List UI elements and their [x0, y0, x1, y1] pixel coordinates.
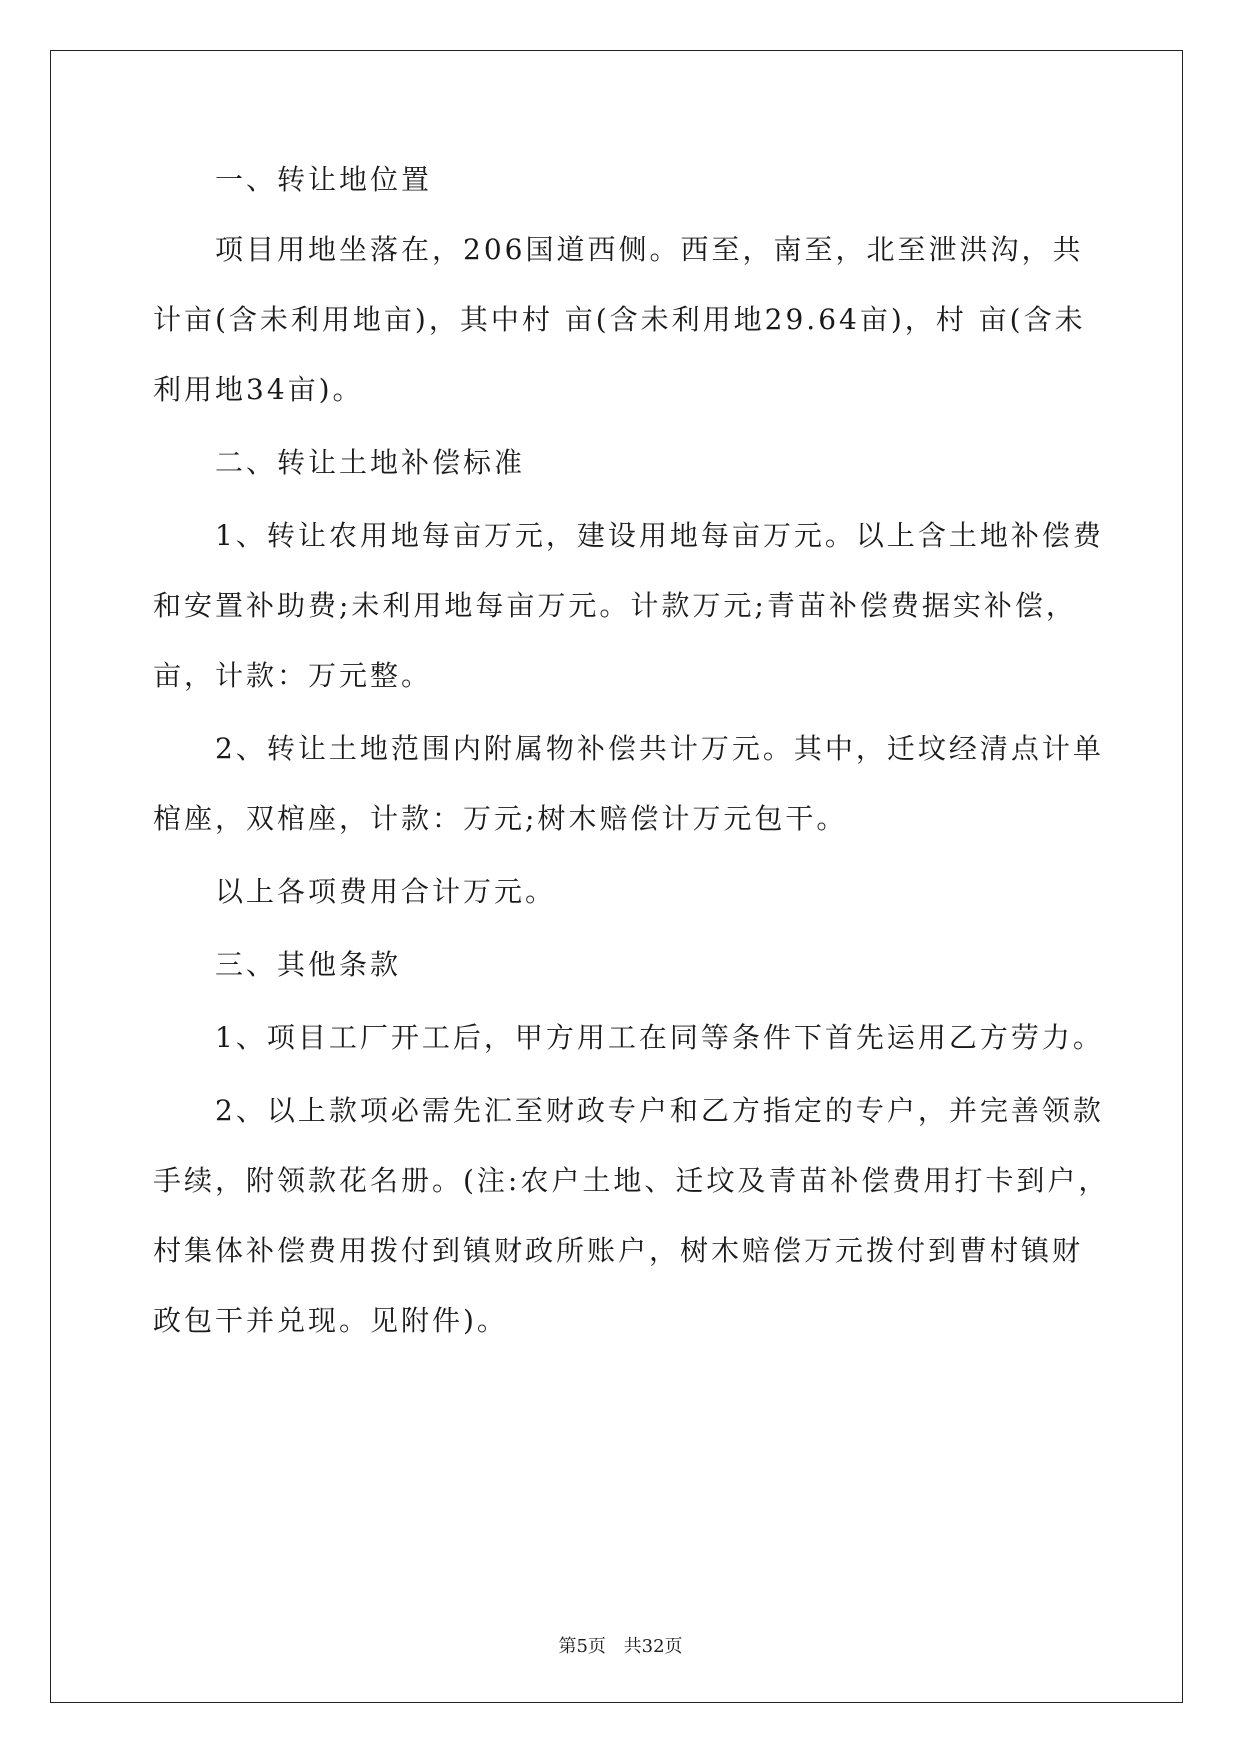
page-number: 第5页 [558, 1636, 606, 1657]
paragraph-line: 2、转让土地范围内附属物补偿共计万元。其中，迁坟经清点计单 [215, 732, 1104, 765]
paragraph-line: 1、转让农用地每亩万元，建设用地每亩万元。以上含土地补偿费 [215, 519, 1104, 552]
paragraph-line: 和安置补助费;未利用地每亩万元。计款万元;青苗补偿费据实补偿， [153, 589, 1077, 622]
paragraph-line: 1、项目工厂开工后，甲方用工在同等条件下首先运用乙方劳力。 [215, 1021, 1104, 1054]
section-heading-2: 二、转让土地补偿标准 [215, 446, 526, 479]
paragraph-line: 棺座，双棺座，计款：万元;树木赔偿计万元包干。 [153, 802, 848, 835]
paragraph-line: 亩，计款：万元整。 [153, 659, 433, 692]
paragraph-line: 项目用地坐落在，206国道西侧。西至，南至，北至泄洪沟，共 [215, 233, 1084, 266]
paragraph-line: 手续，附领款花名册。(注:农户土地、迁坟及青苗补偿费用打卡到户， [153, 1164, 1110, 1197]
page-footer [0, 1635, 1241, 1659]
section-heading-3: 三、其他条款 [215, 948, 402, 981]
paragraph-line: 2、以上款项必需先汇至财政专户和乙方指定的专户，并完善领款 [215, 1094, 1104, 1127]
section-heading-1: 一、转让地位置 [215, 163, 433, 196]
paragraph-line: 计亩(含未利用地亩)，其中村 亩(含未利用地29.64亩)，村 亩(含未 [153, 303, 1086, 336]
paragraph-line: 政包干并兑现。见附件)。 [153, 1304, 508, 1337]
paragraph-line: 以上各项费用合计万元。 [215, 875, 557, 908]
page-total: 共32页 [623, 1636, 683, 1657]
paragraph-line: 村集体补偿费用拨付到镇财政所账户，树木赔偿万元拨付到曹村镇财 [153, 1234, 1084, 1267]
paragraph-line: 利用地34亩)。 [153, 373, 364, 406]
